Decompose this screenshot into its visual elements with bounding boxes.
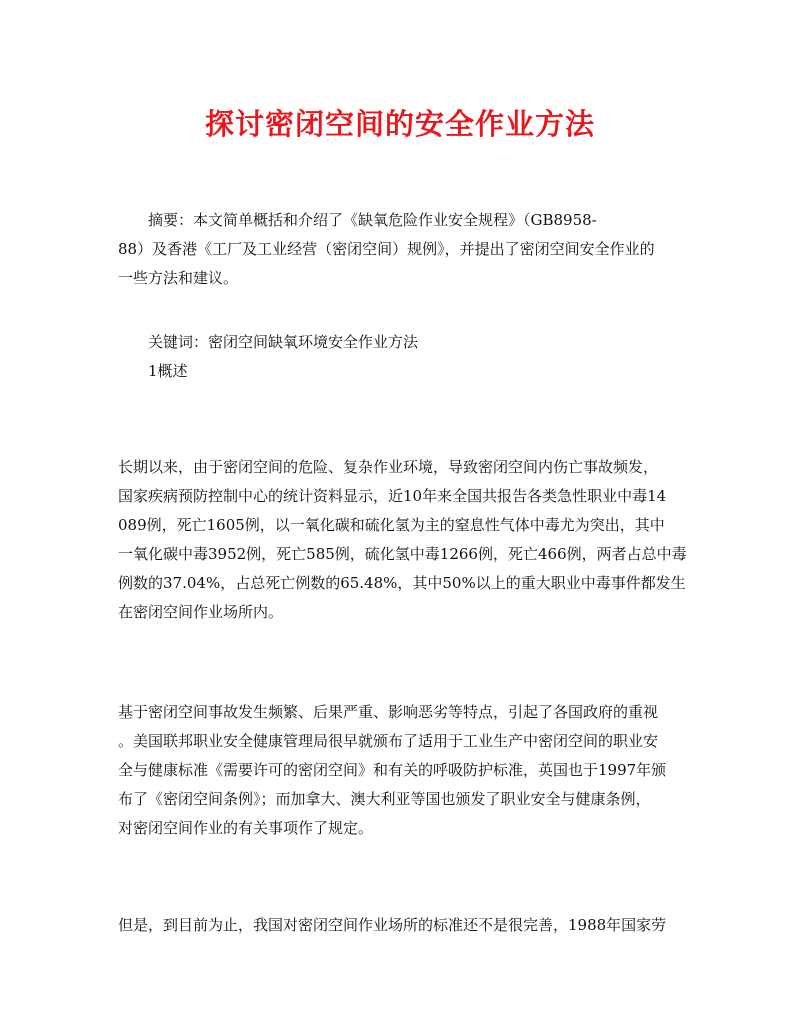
paragraph-line: 基于密闭空间事故发生频繁、后果严重、影响恶劣等特点，引起了各国政府的重视: [118, 703, 659, 721]
keywords-line: 关键词：密闭空间缺氧环境安全作业方法: [148, 333, 419, 351]
paragraph-line: 全与健康标准《需要许可的密闭空间》和有关的呼吸防护标准，英国也于1997年颁: [118, 761, 667, 779]
paragraph-line: 在密闭空间作业场所内。: [118, 603, 284, 621]
paragraph-line: 长期以来，由于密闭空间的危险、复杂作业环境，导致密闭空间内伤亡事故频发，: [118, 458, 659, 476]
body-paragraph-1: [118, 453, 686, 627]
paragraph-line: 089例，死亡1605例，以一氧化碳和硫化氢为主的窒息性气体中毒尤为突出，其中: [118, 516, 665, 534]
abstract-line: 一些方法和建议。: [118, 269, 239, 287]
paragraph-line: 。美国联邦职业安全健康管理局很早就颁布了适用于工业生产中密闭空间的职业安: [118, 732, 659, 750]
section-heading: 1概述: [148, 362, 188, 380]
body-paragraph-3: [118, 911, 686, 940]
paragraph-line: 例数的37.04%，占总死亡例数的65.48%，其中50%以上的重大职业中毒事件都发生: [118, 574, 686, 592]
abstract-line: 摘要：本文简单概括和介绍了《缺氧危险作业安全规程》（GB8958-: [148, 211, 597, 229]
paragraph-line: 但是，到目前为止，我国对密闭空间作业场所的标准还不是很完善，1988年国家劳: [118, 916, 667, 934]
paragraph-line: 国家疾病预防控制中心的统计资料显示，近10年来全国共报告各类急性职业中毒14: [118, 487, 667, 505]
abstract-paragraph: [118, 206, 686, 293]
document-title: 探讨密闭空间的安全作业方法: [204, 107, 595, 141]
paragraph-line: 对密闭空间作业的有关事项作了规定。: [118, 819, 374, 837]
paragraph-line: 一氧化碳中毒3952例，死亡585例，硫化氢中毒1266例，死亡466例，两者占总中毒: [118, 545, 687, 563]
body-paragraph-2: [118, 698, 686, 843]
keywords-paragraph: [118, 328, 686, 386]
abstract-line: 88）及香港《工厂及工业经营（密闭空间）规例》，并提出了密闭空间安全作业的: [118, 240, 655, 258]
paragraph-line: 布了《密闭空间条例》；而加拿大、澳大利亚等国也颁发了职业安全与健康条例，: [118, 790, 651, 808]
